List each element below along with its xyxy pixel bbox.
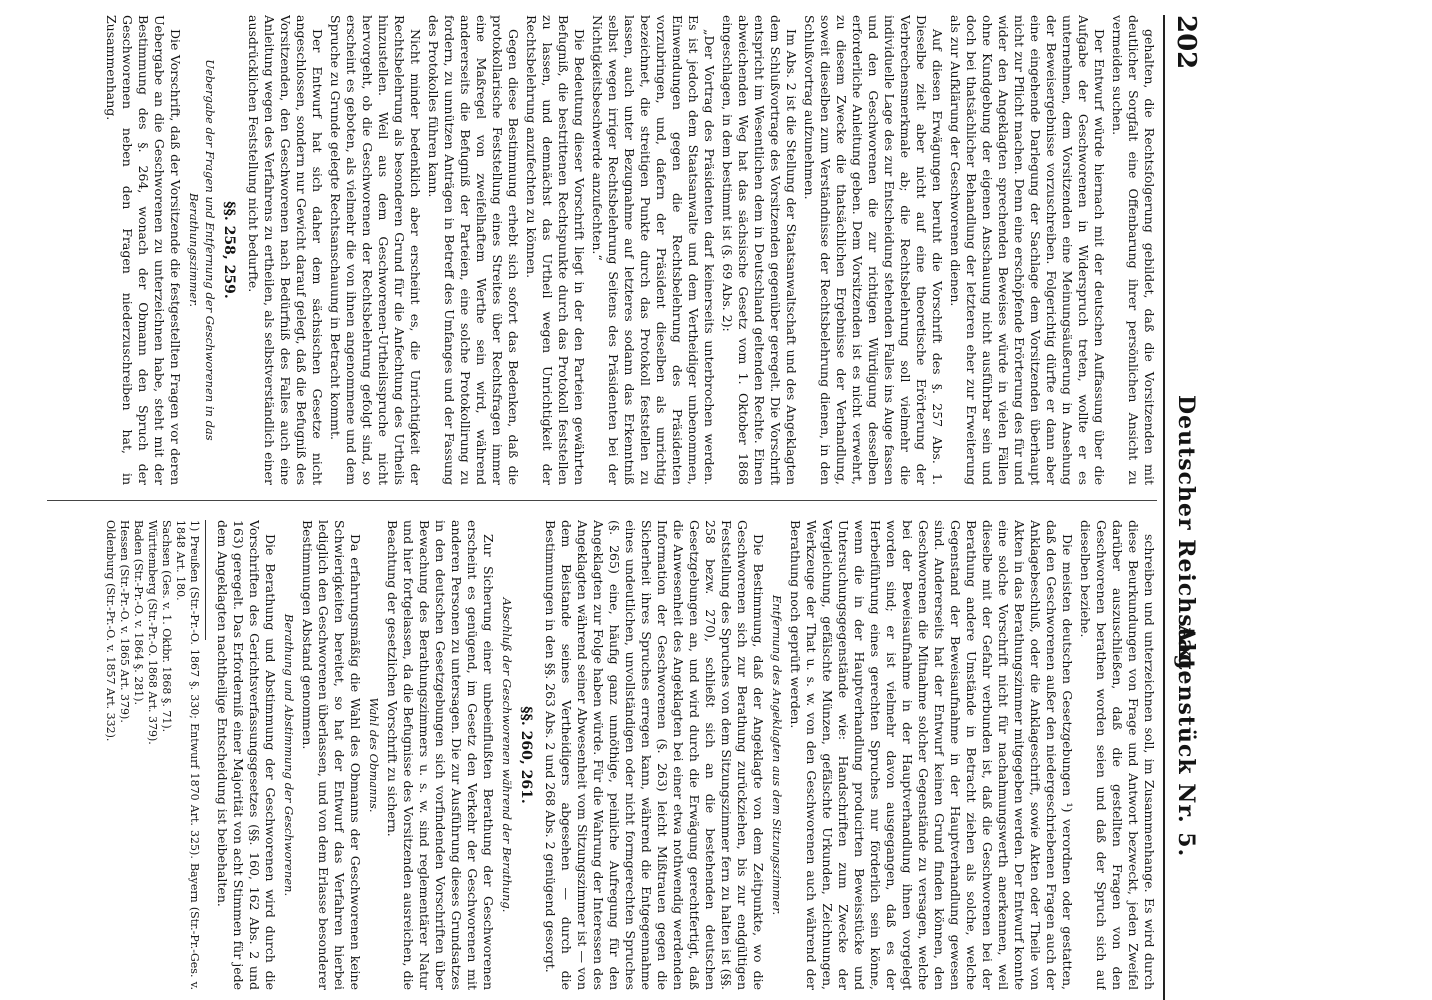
paragraph: Die Bedeutung dieser Vorschrift liegt in der den Parteien gewährten Befugniß, die bestrittenen Rechtspunkte durch das Protokoll feststellen zu lassen, und demnächst das Urtheil wegen Unrichtigkeit der Rechtsbelehrung anzufechten zu können.: [524, 15, 587, 485]
header-right-title: Aktenstück Nr. 5.: [1173, 625, 1199, 858]
paragraph: Auf diesen Erwägungen beruht die Vorschrift des §. 257 Abs. 1. Dieselbe zielt aber nicht auf eine theoretische Erörterung der Verbrechensmerkmale ab; die Rechtsbelehrung soll vielmehr die individuelle Lage des zur Entscheidung stehenden Falles ins Auge fassen und den Geschworenen die zur richtigen Würdigung desselben erforderliche Anleitung geben. Dem Vorsitzenden ist es nicht verwehrt, zu diesem Zwecke die thatsächlichen Ergebnisse der Verhandlung, soweit dieselben zum Verständnisse der Rechtsbelehrung dienen, in den Schlußvortrag aufzunehmen.: [802, 15, 945, 485]
section-subtitle: Abschluß der Geschworenen während der Berathung.: [500, 597, 514, 913]
footnote: Oldenburg (Str.-Pr.-O. v. 1857 Art. 332).: [104, 520, 117, 742]
paragraph: Die Berathung und Abstimmung der Geschworenen wird durch die Vorschriften des Gerichtsverfassungsgesetzes (§§. 160, 162 Abs. 2 und 163) geregelt. Das Erforderniß einer Majorität von acht Stimmen für jede dem Angeklagten nachtheilige Entscheidung ist beibehalten.: [215, 520, 278, 990]
page-number: 202: [1171, 15, 1201, 70]
section-title: §§. 258, 259.: [221, 201, 237, 299]
quotation: „Der Vortrag des Präsidenten darf keinerseits unterbrochen werden. Es ist jedoch dem Staatsanwalte und dem Vertheidiger unbenommen, Einwendungen gegen die Rechtsbelehrung des Präsidenten vorzubringen, und, dafern der Präsident dieselben als unrichtig bezeichnet, die streitigen Punkte durch das Protokoll feststellen zu lassen, auch unter Bezugnahme auf letzteres sodann das Erkenntniß selbst wegen irriger Rechtsbelehrung Seitens des Präsidenten bei der Nichtigkeitsbeschwerde anzufechten.“: [590, 15, 717, 485]
footnote: Baden (Str.-Pr.-O. v. 1864 §. 281).: [132, 520, 145, 705]
footnote: Württemberg (Str.-Pr.-O. 1868 Art. 379).: [146, 520, 159, 745]
paragraph: Im Abs. 2 ist die Stellung der Staatsanwaltschaft und des Angeklagten dem Schlußvortrage des Vorsitzenden gegenüber geregelt. Die Vorschrift entspricht im Wesentlichen dem in Deutschland geltenden Rechte. Einen abweichenden Weg hat das sächsische Gesetz vom 1. Oktober 1868 eingeschlagen, in dem bestimmt ist (§. 69 Abs. 2):: [720, 15, 799, 485]
rotated-page: [35, 15, 1205, 1000]
footnote: 1) Preußen (Str.-Pr.-O. 1867 §. 330; Entwurf 1870 Art. 325). Bayern (Str.-Pr.-Ges. v. 1848 Art. 180.: [174, 520, 201, 990]
header-left-title: Deutscher Reichstag.: [1173, 395, 1199, 680]
footnote: Hessen (Str.-Pr.-O. v. 1865 Art. 379).: [118, 520, 131, 723]
section-subtitle: Entfernung des Angeklagten aus dem Sitzungszimmer.: [770, 594, 784, 916]
paragraph: Der Entwurf würde hiernach mit der deutschen Auffassung über die Aufgabe der Geschworenen in Widerspruch treten, wollte er es unternehmen, dem Vorsitzenden eine Meinungsäußerung in Ansehung der Beweisergebnisse vorzuschreiben. Folgerichtig dürfte er dann aber eine eingehende Darlegung der Sachlage dem Vorsitzenden überhaupt nicht zur Pflicht machen. Denn eine erschöpfende Erörterung des für und wider den Angeklagten sprechenden Beweises würde in vielen Fällen ohne Kundgebung der eigenen Anschauung nicht ausführbar sein und doch bei thatsächlicher Behandlung der letzteren eher zur Erweiterung als zur Aufklärung der Geschworenen dienen.: [948, 15, 1107, 485]
section-title: §§. 260, 261.: [518, 706, 534, 804]
digitization-credit: [1402, 20, 1424, 980]
paragraph: Zur Sicherung einer unbeeinflußten Berathung der Geschworenen erscheint es genügend, im Gesetz den Verkehr der Geschworenen mit anderen Personen zu untersagen. Die zur Ausführung dieses Grundsatzes in den deutschen Gesetzgebungen sich vorfindenden Vorschriften über Bewachung des Berathungszimmers u. s. w. sind reglementärer Natur und hier fortgelassen, da die Befugnisse des Vorsitzenden ausreichen, die Beachtung der gesetzlichen Vorschrift zu sichern.: [385, 520, 496, 990]
paragraph: Die Vorschrift, daß der Vorsitzende die festgestellten Fragen vor deren Uebergabe an die Geschworenen zu unterzeichnen habe, steht mit der Bestimmung des §. 264, wonach der Obmann den Spruch der Geschworenen neben den Fragen niederzuschreiben hat, in Zusammenhang.: [104, 15, 183, 485]
paragraph: Gegen diese Bestimmung erhebt sich sofort das Bedenken, daß die protokollarische Feststellung eines Streites über Rechtsfragen immer eine Maßregel von zweifelhaftem Werthe sein wird, während andererseits die Befugniß der Parteien, eine solche Protokollirung zu fordern, zu unnützen Anträgen in Betreff des Umfanges und der Fassung des Protokolles führen kann.: [426, 15, 521, 485]
paragraph: Der Entwurf hat sich daher dem sächsischen Gesetze nicht angeschlossen, sondern nur Gewicht darauf gelegt, daß die Befugniß des Vorsitzenden, den Geschworenen nach Bedürfniß des Falles auch eine Anleitung wegen des Verfahrens zu ertheilen, als selbstverständlich einer ausdrücklichen Feststellung nicht bedurfte.: [246, 15, 325, 485]
footnote: Sachsen (Ges. v. 1. Oktbr. 1868 §. 71).: [160, 520, 173, 733]
left-column: [47, 15, 1157, 485]
section-subtitle: Uebergabe der Fragen und Entfernung der Geschworenen in das Berathungszimmer.: [187, 59, 217, 441]
footnote-rule: [205, 520, 206, 640]
paragraph: Da erfahrungsmäßig die Wahl des Obmanns der Geschworenen keine Schwierigkeiten bereitet, so hat der Entwurf das Verfahren hierbei lediglich den Geschworenen überlassen, und von dem Erlasse besonderer Bestimmungen Abstand genommen.: [300, 520, 363, 990]
column-divider: [47, 500, 1157, 501]
paragraph: Nicht minder bedenklich aber erscheint es, die Unrichtigkeit der Rechtsbelehrung als besonderen Grund für die Anfechtung des Urtheils hinzustellen. Weil aus dem Geschworenen-Urtheilsspruche nicht hervorgeht, ob die Geschworenen der Rechtsbelehrung gefolgt sind, so erscheint es geboten, als vielmehr die von ihnen angenommene und dem Spruche zu Grunde gelegte Rechtsanschauung in Betracht kommt.: [328, 15, 423, 485]
paragraph: Die Bestimmung, daß der Angeklagte von dem Zeitpunkte, wo die Geschworenen sich zur Berathung zurückziehen, bis zur endgültigen Feststellung des Spruches von dem Sitzungszimmer fern zu halten ist (§§. 258 bezw. 270), schließt sich an die bestehenden deutschen Gesetzgebungen an, und wird durch die Erwägung gerechtfertigt, daß die Anwesenheit des Angeklagten bei einer etwa nothwendig werdenden Information der Geschworenen (§. 263) leicht Mißtrauen gegen die Sicherheit ihres Spruches erregen kann, während die Entgegennahme eines undeutlichen, unvollständigen oder nicht formgerechten Spruches (§. 265) eine, häufig ganz unnöthige, peinliche Aufregung für den Angeklagten zur Folge haben würde. Für die Wahrung der Interessen des Angeklagten während seiner Abwesenheit vom Sitzungszimmer ist — von dem Beistande seines Vertheidigers abgesehen — durch die Bestimmungen in den §§. 263 Abs. 2 und 268 Abs. 2 genügend gesorgt.: [543, 520, 766, 990]
paragraph: gehalten, die Rechtsfolgerung gebildet, daß die Vorsitzenden mit deutlicher Sorgfalt eine Offenbarung ihrer persönlichen Ansicht zu vermeiden suchen.: [1110, 15, 1157, 485]
paragraph: schreiben und unterzeichnen soll, im Zusammenhange. Es wird durch diese Beurkundungen von Frage und Antwort bezweckt, jeden Zweifel darüber auszuschließen, daß die gestellten Fragen von den Geschworenen berathen worden seien und daß der Spruch sich auf dieselben beziehe.: [1078, 520, 1157, 990]
paragraph: Die meisten deutschen Gesetzgebungen ¹) verordnen oder gestatten, daß den Geschworenen außer den niedergeschriebenen Fragen auch der Anklagebeschluß, oder die Anklageschrift, sowie Akten oder Theile von Akten in das Berathungszimmer mitgegeben werden. Der Entwurf konnte eine solche Vorschrift nicht für nachahmungswerth anerkennen, weil dieselbe mit der Gefahr verbunden ist, daß die Geschworenen bei der Berathung andere Umstände in Betracht ziehen als solche, welche Gegenstand der Beweisaufnahme in der Hauptverhandlung gewesen sind. Andererseits hat der Entwurf keinen Grund finden können, den Geschworenen die Mitnahme solcher Gegenstände zu versagen, welche bei der Beweisaufnahme in der Hauptverhandlung ihnen vorgelegt worden sind; er ist vielmehr davon ausgegangen, daß es der Herbeiführung eines gerechten Spruches nur förderlich sein könne, wenn die in der Hauptverhandlung producirten Beweisstücke und Untersuchungsgegenstände wie: Handschriften zum Zwecke der Vergleichung, gefälschte Münzen, gefälschte Urkunden, Zeichnungen, Werkzeuge der That u. s. w. von den Geschworenen auch während der Berathung noch geprüft werden.: [788, 520, 1075, 990]
section-subtitle: Wahl des Obmanns.: [367, 697, 381, 813]
right-column: [47, 520, 1157, 990]
section-subtitle: Berathung und Abstimmung der Geschworenen.: [282, 613, 296, 897]
page-header: [1163, 15, 1205, 1000]
